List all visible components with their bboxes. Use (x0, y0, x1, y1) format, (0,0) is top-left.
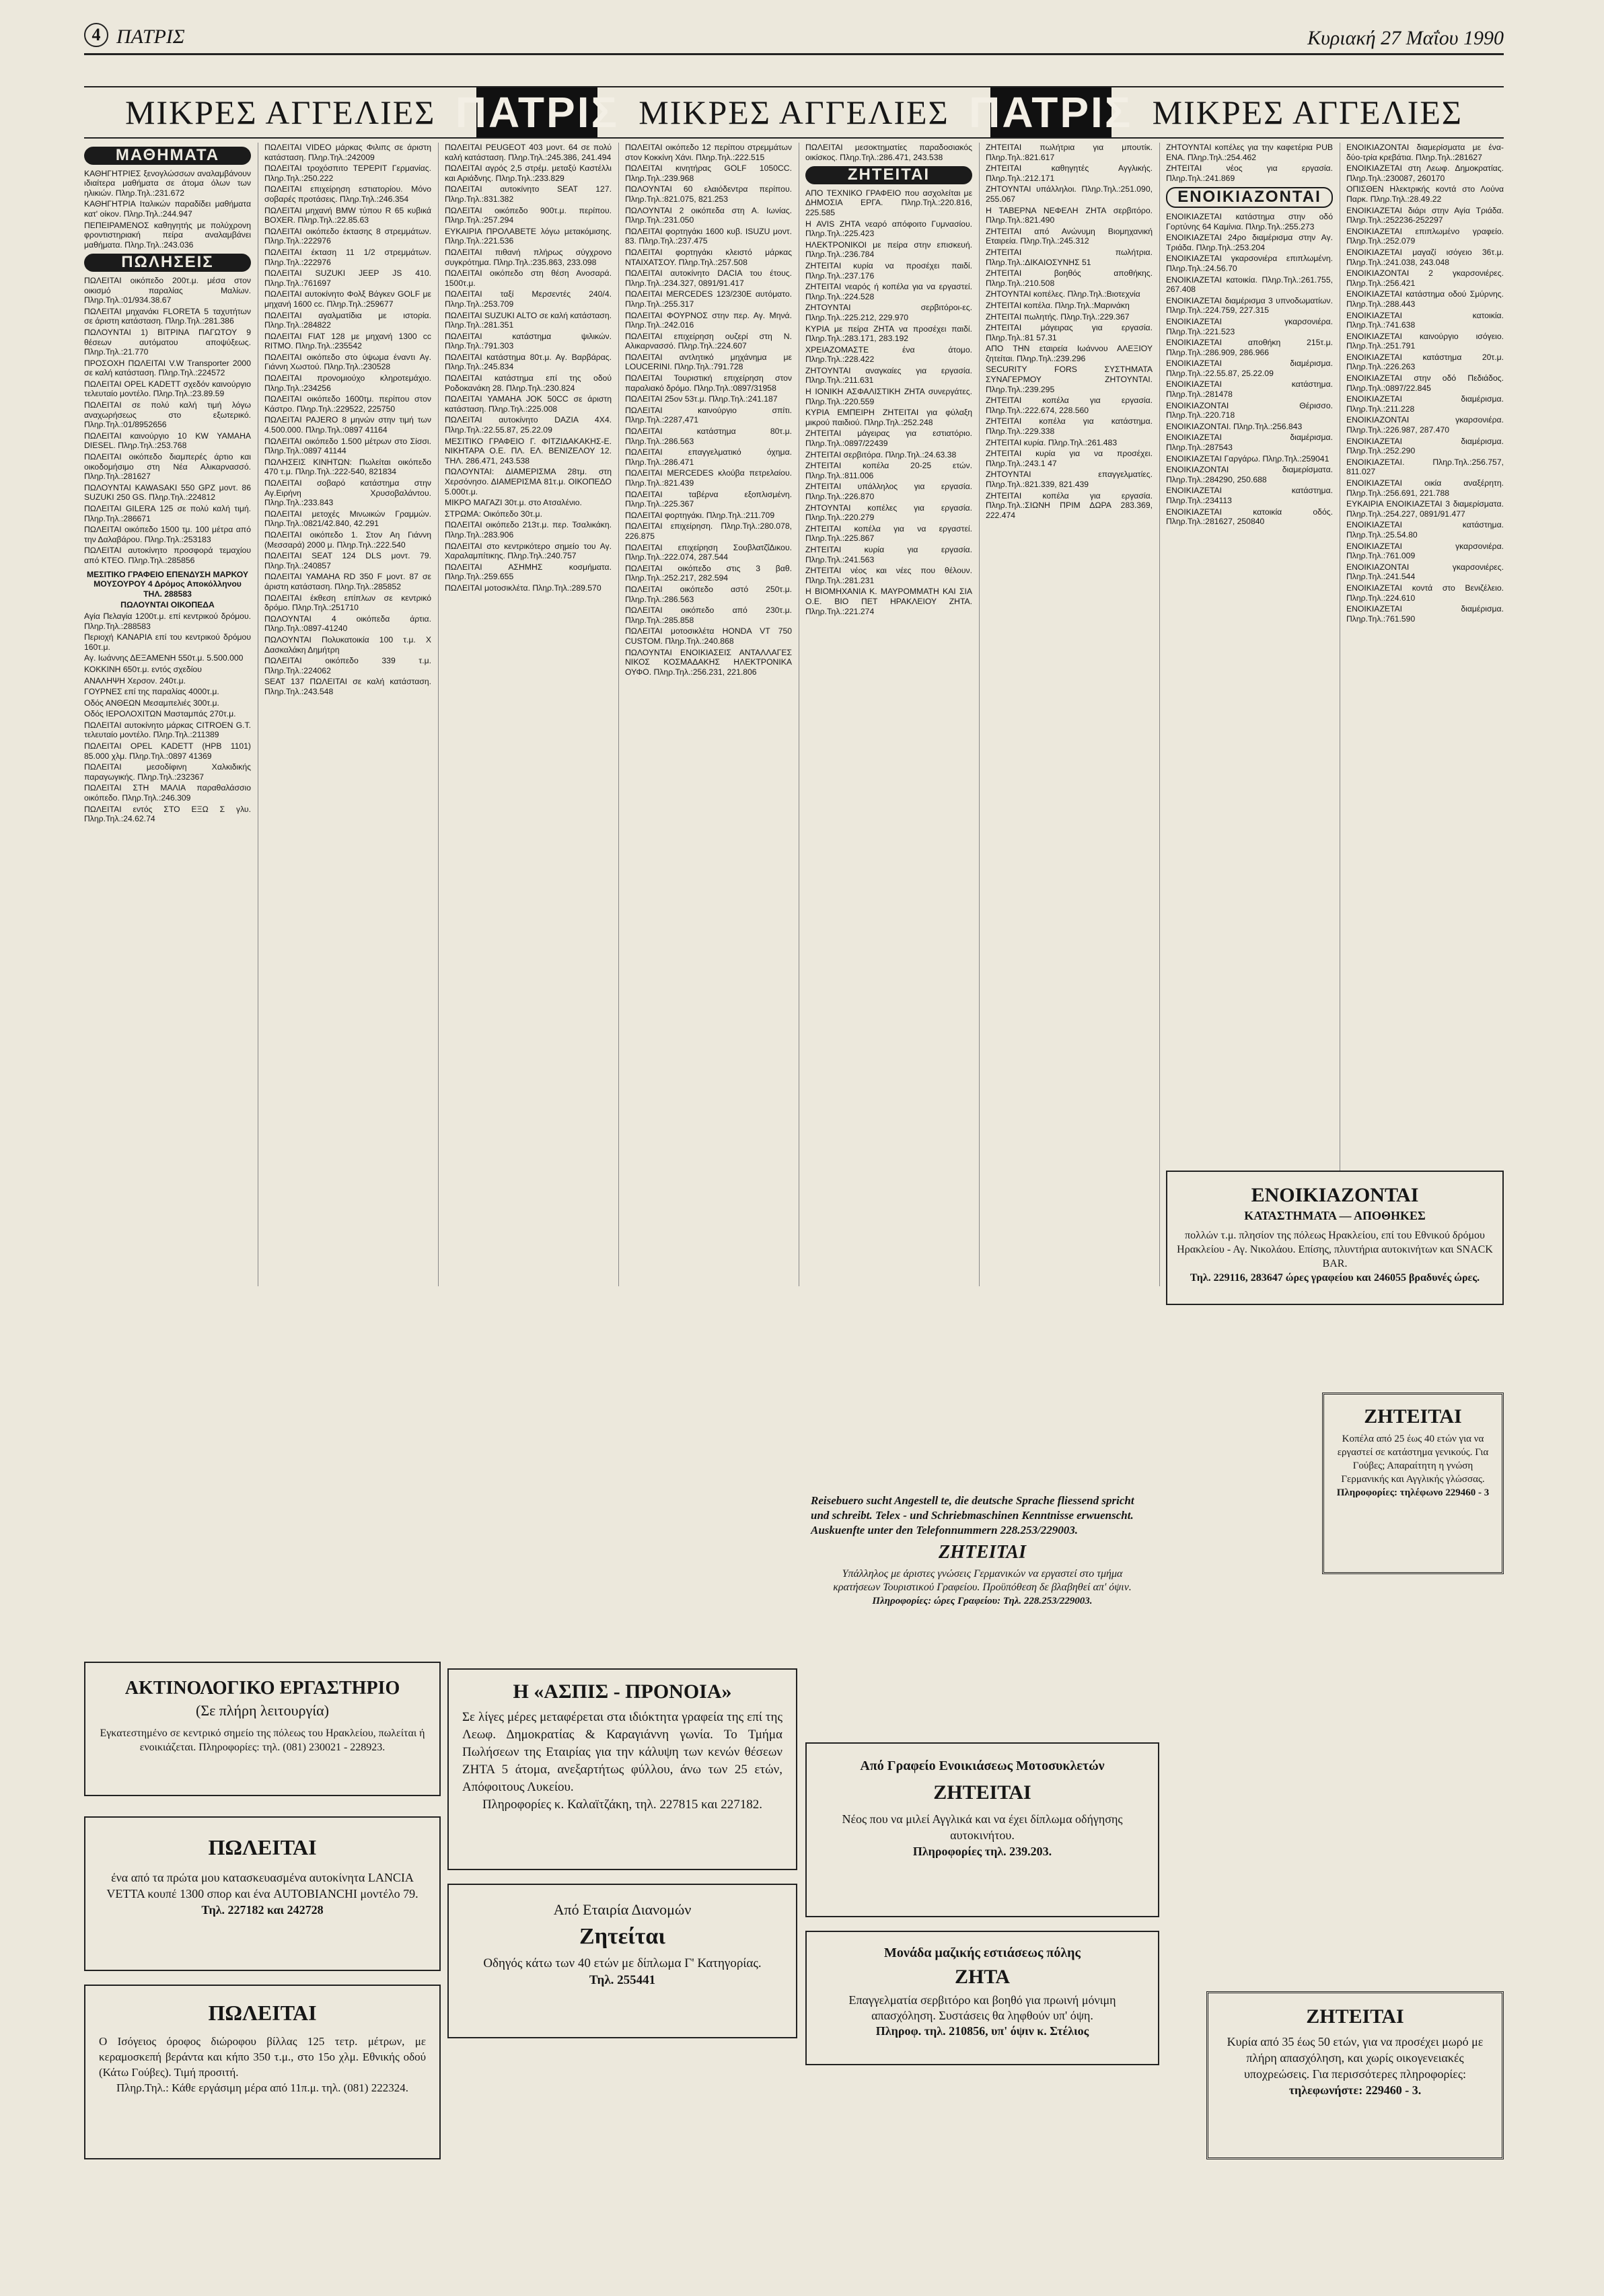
ad-body: Ο Ισόγειος όροφος διώροφου βίλλας 125 τετρ. μέτρων, με κεραμοσκεπή βεράντα και κήπο 350 τ.μ., στο 15ο χλμ. Εθνικής οδού (Κάτω Γούβες). Τιμή προσιτή. (99, 2035, 426, 2079)
classified-ad: Η ΒΙΟΜΗΧΑΝΙΑ Κ. ΜΑΥΡΟΜΜΑΤΗ ΚΑΙ ΣΙΑ Ο.Ε. ΒΙΟ ΠΕΤ ΗΡΑΚΛΕΙΟΥ ΖΗΤΑ. Πληρ.Τηλ.:221.274 (805, 587, 972, 616)
classified-ad: ΕΝΟΙΚΙΑΖΕΤΑΙ κατάστημα. Πληρ.Τηλ.:234113 (1166, 486, 1333, 505)
page-number: 4 (84, 23, 108, 47)
classified-ad: Οδός ΑΝΘΕΩΝ Μεσαμπελιές 300τ.μ. (84, 698, 219, 708)
classified-ad: ΠΩΛΕΙΤΑΙ έκθεση επίπλων σε κεντρικό δρόμο. Πληρ.Τηλ.:251710 (264, 593, 431, 613)
masthead (84, 26, 1504, 55)
classified-ad: ΕΝΟΙΚΙΑΖΕΤΑΙ κατοικία. Πληρ.Τηλ.:261.755, 267.408 (1166, 274, 1333, 295)
classified-ad: ΠΩΛΕΙΤΑΙ επιχείρηση ΣουβλατζΐΔικου. Πληρ.Τηλ.:222.074, 287.544 (625, 542, 792, 562)
classified-ad: ΖΗΤΕΙΤΑΙ μάγειρας για εστιατόριο. Πληρ.Τηλ.:0897/22439 (805, 429, 972, 449)
classified-ad: ΖΗΤΕΙΤΑΙ κοπέλα για να εργαστεί. Πληρ.Τηλ.:225.867 (805, 523, 972, 544)
classified-ad: ΠΩΛΕΙΤΑΙ ΣΤΗ ΜΑΛΙΑ παραθαλάσσιο οικόπεδο. Πληρ.Τηλ.:246.309 (84, 783, 251, 803)
classified-ad: ΕΝΟΙΚΙΑΖΕΤΑΙ κατάστημα οδού Σμύρνης. Πληρ.Τηλ.:288.443 (1346, 289, 1504, 309)
column-sales-3 (445, 143, 612, 595)
classified-ad: ΠΩΛΕΙΤΑΙ FIAT 128 με μηχανή 1300 cc RITMO. Πληρ.Τηλ.:235542 (264, 331, 431, 351)
ad-moto-rental (805, 1742, 1159, 1917)
classified-ad: ΕΝΟΙΚΙΑΖΕΤΑΙ κατοικία. Πληρ.Τηλ.:741.638 (1346, 310, 1504, 330)
classified-ad: ΕΝΟΙΚΙΑΖΕΤΑΙ στην οδό Πεδιάδος. Πληρ.Τηλ.:0897/22.845 (1346, 373, 1504, 393)
classified-ad: ΠΩΛΕΙΤΑΙ φορτηγάκι. Πληρ.Τηλ.:211.709 (625, 510, 775, 520)
ad-body: Κυρία από 35 έως 50 ετών, για να προσέχει μωρό με πλήρη απασχόληση, και χωρίς οικογενειακές υποχρεώσεις. Για περισσότερες πληροφορίες: (1227, 2035, 1484, 2081)
classified-ad: ΠΩΛΕΙΤΑΙ οικόπεδο 1500 τμ. 100 μέτρα από την Δαλαβάρου. Πληρ.Τηλ.:253183 (84, 525, 251, 544)
ad-body: Οδηγός κάτω των 40 ετών με δίπλωμα Γ' Κατηγορίας. (483, 1956, 762, 1970)
ad-body: ένα από τα πρώτα μου κατασκευασμένα αυτοκίνητα LANCIA VETTA κουπέ 1300 σπορ και ένα AUTOBIANCHI μοντέλο 79. (106, 1871, 418, 1900)
classified-ad: ΠΩΛΟΥΝΤΑΙ ΕΝΟΙΚΙΑΣΕΙΣ ΑΝΤΑΛΛΑΓΕΣ ΝΙΚΟΣ ΚΟΣΜΑΔΑΚΗΣ ΗΛΕΚΤΡΟΝΙΚΑ ΟΥΦΟ. Πληρ.Τηλ.:256.231, 221.806 (625, 647, 792, 677)
classified-ad: ΠΩΛΕΙΤΑΙ MERCEDES 123/230E αυτόματο. Πληρ.Τηλ.:255.317 (625, 289, 792, 309)
classified-ad: ΠΩΛΕΙΤΑΙ επιχείρηση. Πληρ.Τηλ.:280.078, 226.875 (625, 521, 792, 541)
classified-ad: ΑΠΟ ΤΕΧΝΙΚΟ ΓΡΑΦΕΙΟ που ασχολείται με ΔΗΜΟΣΙΑ ΕΡΓΑ. Πληρ.Τηλ.:220.816, 225.585 (805, 188, 972, 217)
classified-ad: ΕΝΟΙΚΙΑΖΟΝΤΑΙ γκαρσονιέρες. Πληρ.Τηλ.:241.544 (1346, 562, 1504, 582)
classified-ad: ΑΠΟ ΤΗΝ εταιρεία Ιωάννου ΑΛΕΞΙΟΥ ζητείται. Πληρ.Τηλ.:239.296 (986, 344, 1153, 363)
ad-phone: Πληροφ. τηλ. 210856, υπ' όψιν κ. Στέλιος (875, 2024, 1089, 2038)
classified-ad: ΠΩΛΕΙΤΑΙ Τουριστική επιχείρηση στον παραλιακό δρόμο. Πληρ.Τηλ.:0897/31958 (625, 373, 792, 393)
classified-ad: ΠΩΛΕΙΤΑΙ OPEL KADETT σχεδόν καινούργιο τελευταίο μοντέλο. Πληρ.Τηλ.:23.89.59 (84, 379, 251, 399)
ad-subtitle: (Σε πλήρη λειτουργία) (196, 1702, 329, 1719)
ad-apartment-sale (84, 1985, 441, 2159)
classified-ad: ΕΝΟΙΚΙΑΖΟΝΤΑΙ διαμερίσματα. Πληρ.Τηλ.:284290, 250.688 (1166, 465, 1333, 484)
ad-title: Από Γραφείο Ενοικιάσεως Μοτοσυκλετών (860, 1758, 1105, 1773)
classified-ad: Η ΤΑΒΕΡΝΑ ΝΕΦΕΛΗ ΖΗΤΑ σερβιτόρο. Πληρ.Τηλ.:821.490 (986, 205, 1153, 225)
classified-ad: ΠΩΛΕΙΤΑΙ PAJERO 8 μηνών στην τιμή των 4.500.000. Πληρ.Τηλ.:0897 41164 (264, 415, 431, 435)
classified-ad: ΠΩΛΕΙΤΑΙ MERCEDES κλούβα πετρελαίου. Πληρ.Τηλ.:821.439 (625, 468, 792, 488)
classified-ad: ΖΗΤΕΙΤΑΙ πωλητής. Πληρ.Τηλ.:229.367 (986, 311, 1130, 322)
ad-title: Η «ΑΣΠΙΣ - ΠΡΟΝΟΙΑ» (513, 1680, 732, 1703)
ad-phone: τηλεφωνήστε: 229460 - 3. (1288, 2083, 1422, 2097)
classified-ad: ΠΩΛΕΙΤΑΙ εντός ΣΤΟ ΕΞΩ Σ γλυ. Πληρ.Τηλ.:24.62.74 (84, 804, 251, 824)
ad-title: ΠΩΛΕΙΤΑΙ (208, 2001, 317, 2025)
classified-ad: ΖΗΤΕΙΤΑΙ πωλήτρια για μπουτίκ. Πληρ.Τηλ.:821.617 (986, 143, 1153, 162)
classified-ad: ΚΥΡΙΑ ΕΜΠΕΙΡΗ ΖΗΤΕΙΤΑΙ για φύλαξη μικρού παιδιού. Πληρ.Τηλ.:252.248 (805, 408, 972, 427)
classified-ad: ΠΩΛΕΙΤΑΙ σοβαρό κατάστημα στην Αγ.Ειρήνη Χρυσοβαλάντου. Πληρ.Τηλ.:233.843 (264, 478, 431, 508)
classified-ad: ΖΗΤΕΙΤΑΙ κοπέλα για κατάστημα. Πληρ.Τηλ.:229.338 (986, 416, 1153, 437)
ad-distribution-driver (447, 1884, 797, 2038)
classified-ad: ΕΝΟΙΚΙΑΖΕΤΑΙ αποθήκη 215τ.μ. Πληρ.Τηλ.:286.909, 286.966 (1166, 338, 1333, 357)
classified-ad: ΖΗΤΕΙΤΑΙ κυρία. Πληρ.Τηλ.:261.483 (986, 437, 1118, 447)
classified-ad: ΠΩΛΕΙΤΑΙ SUZUKI ALTO σε καλή κατάσταση. Πληρ.Τηλ.:281.351 (445, 310, 612, 330)
ad-title: Από Εταιρία Διανομών (553, 1901, 692, 1918)
ad-heading: Ζητείται (579, 1924, 665, 1949)
classified-ad: ΠΕΠΕΙΡΑΜΕΝΟΣ καθηγητής με πολύχρονη φροντιστηριακή πείρα αναλαμβάνει μαθήματα. Πληρ.Τηλ.:243.036 (84, 220, 251, 250)
classified-ad: ΠΩΛΕΙΤΑΙ αντλητικό μηχάνημα με LOUCERINI. Πληρ.Τηλ.:791.728 (625, 352, 792, 372)
classified-ad: ΠΩΛΕΙΤΑΙ αυτοκίνητο SEAT 127. Πληρ.Τηλ.:831.382 (445, 184, 612, 204)
classified-ad: ΠΩΛΕΙΤΑΙ πιθανή πλήρως σύγχρονο συγκρότημα. Πληρ.Τηλ.:235.863, 233.098 (445, 247, 612, 267)
classified-ad: ΖΗΤΕΙΤΑΙ κυρία να προσέχει παιδί. Πληρ.Τηλ.:237.176 (805, 260, 972, 281)
office-title: ΜΕΣΙΤΙΚΟ ΓΡΑΦΕΙΟ ΕΠΕΝΔΥΣΗ ΜΑΡΚΟΥ ΜΟΥΣΟΥΡΟΥ 4 Δρόμος Αποκόλληνου ΤΗΛ. 288583 (86, 569, 249, 599)
ad-rent-shops (1166, 1171, 1504, 1305)
classified-ad: ΠΩΛΕΙΤΑΙ οικόπεδο από 230τ.μ. Πληρ.Τηλ.:285.858 (625, 605, 792, 625)
classified-ad: ΕΝΟΙΚΙΑΖΕΤΑΙ κατάστημα. Πληρ.Τηλ.:25.54.80 (1346, 520, 1504, 540)
classified-ad: ΕΝΟΙΚΙΑΖΕΤΑΙ κατάστημα 20τ.μ. Πληρ.Τηλ.:226.263 (1346, 352, 1504, 372)
classified-ad: ΖΗΤΕΙΤΑΙ νέος και νέες που θέλουν. Πληρ.Τηλ.:281.231 (805, 566, 972, 585)
classified-ad: ΠΩΛΕΙΤΑΙ αγαλματίδια με ιστορία. Πληρ.Τηλ.:284822 (264, 310, 431, 330)
ad-restaurant-waiter (805, 1931, 1159, 2065)
classified-ad: ΠΩΛΕΙΤΑΙ οικόπεδο στις 3 βαθ. Πληρ.Τηλ.:252.217, 282.594 (625, 563, 792, 583)
column-sales-2 (264, 143, 431, 698)
ad-phone: Πληρ.Τηλ.: Κάθε εργάσιμη μέρα από 11π.μ. τηλ. (081) 222324. (116, 2081, 408, 2094)
classified-ad: ΠΩΛΕΙΤΑΙ οικόπεδο στη θέση Ανοσαρά. 1500τ.μ. (445, 268, 612, 288)
classified-ad: ΠΩΛΕΙΤΑΙ οικόπεδο 12 περίπου στρεμμάτων στον Κοκκίνη Χάνι. Πληρ.Τηλ.:222.515 (625, 143, 792, 162)
classified-ad: ΕΝΟΙΚΙΑΖΕΤΑΙ κοντά στο Βενιζέλειο. Πληρ.Τηλ.:224.610 (1346, 583, 1504, 603)
classified-ad: ΠΩΛΕΙΤΑΙ κατάστημα 80τ.μ. Αγ. Βαρβάρας. Πληρ.Τηλ.:245.834 (445, 352, 612, 372)
classified-ad: ΠΩΛΕΙΤΑΙ VIDEO μάρκας Φιλιπς σε άριστη κατάσταση. Πληρ.Τηλ.:242009 (264, 143, 431, 162)
classified-ad: ΠΩΛΗΣΕΙΣ ΚΙΝΗΤΩΝ: Πωλείται οικόπεδο 470 τ.μ. Πληρ.Τηλ.:222-540, 821834 (264, 457, 431, 477)
column-sales-4 (625, 143, 792, 678)
classified-ad: ΠΩΛΟΥΝΤΑΙ 1) ΒΙΤΡΙΝΑ ΠΑΓΩΤΟΥ 9 θέσεων αυτόματου αποψύξεως. Πληρ.Τηλ.:21.770 (84, 327, 251, 357)
classified-ad: ΑΝΑΛΗΨΗ Χερσον. 240τ.μ. (84, 675, 186, 686)
classified-ad: ΠΩΛΕΙΤΑΙ επιχείρηση ουζερί στη Ν. Αλικαρνασσό. Πληρ.Τηλ.:224.607 (625, 331, 792, 351)
classified-ad: ΠΩΛΕΙΤΑΙ έκταση 11 1/2 στρεμμάτων. Πληρ.Τηλ.:222976 (264, 247, 431, 267)
classified-ad: ΠΩΛΕΙΤΑΙ αυτοκίνητο προσφορά τεμαχίου από ΚΤΕΟ. Πληρ.Τηλ.:285856 (84, 546, 251, 565)
classified-ad: ΠΩΛΕΙΤΑΙ κινητήρας GOLF 1050CC. Πληρ.Τηλ.:239.968 (625, 163, 792, 183)
classified-ad: ΠΩΛΕΙΤΑΙ καινούργιο σπίτι. Πληρ.Τηλ.:2287,471 (625, 405, 792, 425)
classified-ad: ΚΑΘΗΓΗΤΡΙΑ Ιταλικών παραδίδει μαθήματα κατ' οίκον. Πληρ.Τηλ.:244.947 (84, 199, 251, 219)
ad-title: ΕΝΟΙΚΙΑΖΟΝΤΑΙ (1251, 1184, 1419, 1206)
classified-ad: ΕΥΚΑΙΡΙΑ ΠΡΟΛΑΒΕΤΕ λόγω μετακόμισης. Πληρ.Τηλ.:221.536 (445, 226, 612, 246)
classified-ad: ΖΗΤΕΙΤΑΙ νεαρός ή κοπέλα για να εργαστεί. Πληρ.Τηλ.:224.528 (805, 282, 972, 301)
ad-title: ΖΗΤΕΙΤΑΙ (1306, 2005, 1404, 2028)
classified-ad: ΕΝΟΙΚΙΑΖΕΤΑΙ διαμέρισμα. Πληρ.Τηλ.:211.228 (1346, 394, 1504, 414)
ad-aspis-pronoia (447, 1668, 797, 1870)
classified-ad: ΖΗΤΟΥΝΤΑΙ αναγκαίες για εργασία. Πληρ.Τηλ.:211.631 (805, 365, 972, 385)
classified-ad: ΖΗΤΕΙΤΑΙ κυρία για να προσέχει. Πληρ.Τηλ.:243.1 47 (986, 449, 1153, 468)
classified-ad: ΠΩΛΕΙΤΑΙ οικόπεδο 1.500 μέτρων στο Σίσσι. Πληρ.Τηλ.:0897 41144 (264, 436, 431, 456)
classified-ad: ΕΝΟΙΚΙΑΖΕΤΑΙ μαγαζί ισόγειο 36τ.μ. Πληρ.Τηλ.:241.038, 243.048 (1346, 247, 1504, 267)
classified-ad: ΕΝΟΙΚΙΑΖΟΝΤΑΙ. Πληρ.Τηλ.:256.843 (1166, 421, 1303, 431)
ad-wanted-girl (1322, 1393, 1504, 1574)
classified-ad: ΠΩΛΕΙΤΑΙ μηχανή BMW τύπου R 65 κυβικά BOXER. Πληρ.Τηλ.:22.85.63 (264, 205, 431, 225)
classified-ad: ΠΩΛΕΙΤΑΙ φορτηγάκι 1600 κυβ. ISUZU μοντ. 83. Πληρ.Τηλ.:237.475 (625, 226, 792, 246)
classified-ad: ΕΝΟΙΚΙΑΖΟΝΤΑΙ γκαρσονιέρα. Πληρ.Τηλ.:226.987, 287.470 (1346, 415, 1504, 435)
classified-ad: ΓΟΥΡΝΕΣ επί της παραλίας 4000τ.μ. (84, 687, 219, 697)
banner-title: ΜΙΚΡΕΣ ΑΓΓΕΛΙΕΣ (1152, 94, 1463, 131)
ad-title: ΠΩΛΕΙΤΑΙ (208, 1835, 317, 1859)
classified-ad: ΕΝΟΙΚΙΑΖΕΤΑΙ γκαρσονιέρα. Πληρ.Τηλ.:221.523 (1166, 316, 1333, 336)
classified-ad: ΜΙΚΡΟ ΜΑΓΑΖΙ 30τ.μ. στο Ατσαλένιο. (445, 498, 582, 508)
classified-ad: ΕΝΟΙΚΙΑΖΟΝΤΑΙ 2 γκαρσονιέρες. Πληρ.Τηλ.:256.421 (1346, 268, 1504, 288)
classified-ad: Αγία Πελαγία 1200τ.μ. επί κεντρικού δρόμου. Πληρ.Τηλ.:288583 (84, 611, 251, 631)
classified-ad: Οδός ΙΕΡΟΛΟΧΙΤΩΝ Μασταμπάς 270τ.μ. (84, 709, 236, 719)
classified-ad: ΖΗΤΟΥΝΤΑΙ κοπέλες για εργασία. Πληρ.Τηλ.:220.279 (805, 503, 972, 523)
classified-ad: ΠΩΛΕΙΤΑΙ οικόπεδο 1600τμ. περίπου στον Κάστρο. Πληρ.Τηλ.:229522, 225750 (264, 394, 431, 414)
classified-ad: ΚΟΚΚΙΝΗ 650τ.μ. εντός σχεδίου (84, 664, 202, 674)
classified-ad: ΠΩΛΕΙΤΑΙ OPEL KADETT (HPB 1101) 85.000 χλμ. Πληρ.Τηλ.:0897 41369 (84, 741, 251, 761)
classified-ad: ΖΗΤΟΥΝΤΑΙ υπάλληλοι. Πληρ.Τηλ.:251.090, 255.067 (986, 184, 1153, 204)
classified-ad: ΠΩΛΕΙΤΑΙ επαγγελματικό όχημα. Πληρ.Τηλ.:286.471 (625, 447, 792, 467)
classified-ad: ΕΝΟΙΚΙΑΖΕΤΑΙ Γαργάρω. Πληρ.Τηλ.:259041 (1166, 453, 1329, 464)
classified-ad: ΠΩΛΕΙΤΑΙ προνομιούχο κληροτεμάχιο. Πληρ.Τηλ.:234256 (264, 373, 431, 393)
classified-ad: ΕΝΟΙΚΙΑΖΕΤΑΙ διάρι στην Αγία Τριάδα. Πληρ.Τηλ.:252236-252297 (1346, 205, 1504, 225)
classified-ad: ΠΩΛΕΙΤΑΙ οικόπεδο 900τ.μ. περίπου. Πληρ.Τηλ.:257.294 (445, 205, 612, 225)
classified-ad: ΠΩΛΕΙΤΑΙ στο κεντρικότερο σημείο του Αγ. Χαραλαμπίτικης. Πληρ.Τηλ.:240.757 (445, 541, 612, 561)
classified-ad: ΠΩΛΕΙΤΑΙ κατάστημα 80τ.μ. Πληρ.Τηλ.:286.563 (625, 427, 792, 446)
office-subtitle: ΠΩΛΟΥΝΤΑΙ ΟΙΚΟΠΕΔΑ (120, 600, 215, 610)
classified-ad: ΠΩΛΕΙΤΑΙ οικόπεδο 1. Στον Αη Γιάννη (Μεσσαρά) 2000 μ. Πληρ.Τηλ.:222.540 (264, 529, 431, 550)
ad-phone: Πληροφορίες: ώρες Γραφείου: Τηλ. 228.253/229003. (872, 1596, 1093, 1606)
classified-ad: ΖΗΤΕΙΤΑΙ πωλήτρια. Πληρ.Τηλ.:ΔΙΚΑΙΟΣΥΝΗΣ 51 (986, 247, 1153, 267)
classified-ad: ΕΝΟΙΚΙΑΖΕΤΑΙ στη Λεωφ. Δημοκρατίας. Πληρ.Τηλ.:230087, 260170 (1346, 163, 1504, 183)
classified-ad: ΕΝΟΙΚΙΑΖΕΤΑΙ κατοικία οδός. Πληρ.Τηλ.:281627, 250840 (1166, 507, 1333, 527)
classified-ad: ΕΝΟΙΚΙΑΖΕΤΑΙ οικία αναξέρητη. Πληρ.Τηλ.:256.691, 221.788 (1346, 478, 1504, 498)
classified-ad: ΚΑΘΗΓΗΤΡΙΕΣ ξενογλώσσων αναλαμβάνουν ιδιαίτερα μαθήματα σε άτομα όλων των ηλικιών. Πληρ.Τηλ.:231.672 (84, 168, 251, 198)
classified-ad: ΕΥΚΑΙΡΙΑ ΕΝΟΙΚΙΑΖΕΤΑΙ 3 διαμερίσματα. Πληρ.Τηλ.:254.227, 0891/91.477 (1346, 499, 1504, 519)
classified-ad: ΠΡΟΣΟΧΗ ΠΩΛΕΙΤΑΙ V.W Transporter 2000 σε καλή κατάσταση. Πληρ.Τηλ.:224572 (84, 358, 251, 378)
classified-ad: ΕΝΟΙΚΙΑΖΕΤΑΙ κατάστημα. Πληρ.Τηλ.:281478 (1166, 379, 1333, 400)
ad-body: Νέος που να μιλεί Αγγλικά και να έχει δίπλωμα οδήγησης αυτοκινήτου. (842, 1812, 1123, 1842)
classified-ad: ΠΩΛΕΙΤΑΙ οικόπεδο 200τ.μ. μέσα στον οικισμό παραλίας Μαλίων. Πληρ.Τηλ.:01/934.38.67 (84, 275, 251, 305)
ad-body: Εγκατεστημένο σε κεντρικό σημείο της πόλεως του Ηρακλείου, πωλείται ή ενοικιάζεται. Πληροφορίες: τηλ. (081) 230021 - 228923. (100, 1728, 425, 1753)
section-heading: ΜΑΘΗΜΑΤΑ (84, 147, 251, 165)
paper-name: ΠΑΤΡΙΣ (116, 26, 185, 48)
ad-lancia-sale (84, 1816, 441, 1971)
classified-ad: ΠΩΛΕΙΤΑΙ μεσοδίφινη Χαλκιδικής παραγωγικής. Πληρ.Τηλ.:232367 (84, 762, 251, 782)
classified-ad: ΠΩΛΕΙΤΑΙ οικόπεδο 339 τ.μ. Πληρ.Τηλ.:224062 (264, 656, 431, 675)
classified-ad: ΖΗΤΕΙΤΑΙ από Ανώνυμη Βιομηχανική Εταιρεία. Πληρ.Τηλ.:245.312 (986, 226, 1153, 246)
column-lessons-sales (84, 143, 251, 825)
ad-german-speaker (805, 1493, 1159, 1648)
classified-ad: ΠΩΛΕΙΤΑΙ SUZUKI JEEP JS 410. Πληρ.Τηλ.:761697 (264, 268, 431, 288)
classified-ad: ΠΩΛΕΙΤΑΙ επιχείρηση εστιατορίου. Μόνο σοβαρές προτάσεις. Πληρ.Τηλ.:246.354 (264, 184, 431, 204)
classified-ad: ΠΩΛΕΙΤΑΙ οικόπεδο 213τ.μ. περ. Τσαλικάκη. Πληρ.Τηλ.:283.906 (445, 520, 612, 540)
ad-radiology-lab (84, 1662, 441, 1796)
classified-ad: ΧΡΕΙΑΖΟΜΑΣΤΕ ένα άτομο. Πληρ.Τηλ.:228.422 (805, 344, 972, 365)
classified-ad: ΠΩΛΟΥΝΤΑΙ: ΔΙΑΜΕΡΙΣΜΑ 28τμ. στη Χερσόνησο. ΔΙΑΜΕΡΙΣΜΑ 81τ.μ. ΟΙΚΟΠΕΔΟ 5.000τ.μ. (445, 467, 612, 496)
classified-ad: ΖΗΤΕΙΤΑΙ κοπέλα 20-25 ετών. Πληρ.Τηλ.:811.006 (805, 461, 972, 480)
classified-ad: ΖΗΤΕΙΤΑΙ σερβιτόρα. Πληρ.Τηλ.:24.63.38 (805, 449, 957, 459)
classified-ad: ΠΩΛΕΙΤΑΙ οικόπεδο διαμπερές άρτιο και οικοδομήσιμο στη Νέα Αλικαρνασσό. Πληρ.Τηλ.:281627 (84, 452, 251, 482)
classified-ad: ΟΠΙΣΘΕΝ Ηλεκτρικής κοντά στο Λούνα Παρκ. Πληρ.Τηλ.:28.49.22 (1346, 184, 1504, 204)
classified-ad: SECURITY FORS ΣΥΣΤΗΜΑΤΑ ΣΥΝΑΓΕΡΜΟΥ ΖΗΤΟΥΝΤΑΙ. Πληρ.Τηλ.:239.295 (986, 365, 1153, 394)
classified-ad: ΠΩΛΕΙΤΑΙ σε πολύ καλή τιμή λόγω αναχωρήσεως στο εξωτερικό. Πληρ.Τηλ.:01/8952656 (84, 400, 251, 430)
classified-ad: ΕΝΟΙΚΙΑΖΕΤΑΙ διαμέρισμα. Πληρ.Τηλ.:287543 (1166, 433, 1333, 453)
classified-ad: ΠΩΛΕΙΤΑΙ 25ον 53τ.μ. Πληρ.Τηλ.:241.187 (625, 394, 778, 404)
section-heading: ΕΝΟΙΚΙΑΖΟΝΤΑΙ (1166, 187, 1333, 208)
ad-phone: Τηλ. 227182 και 242728 (201, 1903, 324, 1917)
classified-ad: Η AVIS ΖΗΤΑ νεαρό απόφοιτο Γυμνασίου. Πληρ.Τηλ.:225.423 (805, 219, 972, 239)
classified-ad: ΠΩΛΕΙΤΑΙ φορτηγάκι κλειστό μάρκας ΝΤΑΙΧΑΤΣΟΥ. Πληρ.Τηλ.:257.508 (625, 247, 792, 267)
classified-ad: ΠΩΛΕΙΤΑΙ αγρός 2,5 στρέμ. μεταξύ Καστέλλι και Αριάδνης. Πληρ.Τηλ.:233.829 (445, 163, 612, 183)
classified-ad: ΚΥΡΙΑ με πείρα ΖΗΤΑ να προσέχει παιδί. Πληρ.Τηλ.:283.171, 283.192 (805, 324, 972, 344)
classified-ad: ΕΝΟΙΚΙΑΖΕΤΑΙ διαμέρισμα. Πληρ.Τηλ.:761.590 (1346, 604, 1504, 624)
classified-ad: ΠΩΛΕΙΤΑΙ κατάστημα επί της οδού Ροδοκανάκη 28. Πληρ.Τηλ.:230.824 (445, 373, 612, 393)
classified-ad: ΠΩΛΕΙΤΑΙ μηχανάκι FLORETA 5 ταχυτήτων σε άριστη κατάσταση. Πληρ.Τηλ.:281.386 (84, 306, 251, 326)
banner-title: ΜΙΚΡΕΣ ΑΓΓΕΛΙΕΣ (124, 94, 436, 131)
ad-body: Κοπέλα από 25 έως 40 ετών για να εργαστεί σε κατάστημα γενικούς. Για Γούβες; Απαραίτητη η γνώση Γερμανικής και Αγγλικής γλώσσας. (1337, 1434, 1489, 1485)
ad-nanny-wanted (1206, 1991, 1504, 2159)
classified-ad: ΠΩΛΕΙΤΑΙ αυτοκίνητο DACIA του έτους. Πληρ.Τηλ.:234.327, 0891/91.417 (625, 268, 792, 288)
classified-ad: ΖΗΤΕΙΤΑΙ νέος για εργασία. Πληρ.Τηλ.:241.869 (1166, 163, 1333, 183)
column-rentals-2 (1346, 143, 1504, 625)
ad-body: Επαγγελματία σερβιτόρο και βοηθό για πρωινή μόνιμη απασχόληση. Συστάσεις θα ληφθούν υπ' όψη. (848, 1993, 1116, 2022)
ad-body: Σε λίγες μέρες μεταφέρεται στα ιδιόκτητα γραφεία της επί της Λεωφ. Δημοκρατίας & Καραγιάννη γωνία. Το Τμήμα Πωλήσεων της Εταιρίας για την κάλυψη των κενών θέσεων ΖΗΤΑ 5 άτομα, ανεξαρτήτως φύλλου, άνω των 25 ετών, Απόφοιτους Λυκείου. (462, 1710, 782, 1794)
classified-ad: ΕΝΟΙΚΙΑΖΕΤΑΙ διαμέρισμα. Πληρ.Τηλ.:22.55.87, 25.22.09 (1166, 359, 1333, 378)
ad-phone: Πληροφορίες κ. Καλαϊτζάκη, τηλ. 227815 και 227182. (482, 1798, 763, 1812)
classified-ad: ΖΗΤΕΙΤΑΙ κοπέλα. Πληρ.Τηλ.:Μαρινάκη (986, 300, 1130, 310)
classified-ad: ΖΗΤΟΥΝΤΑΙ κοπέλες για την καφετέρια PUB ENA. Πληρ.Τηλ.:254.462 (1166, 143, 1333, 162)
ad-phone: Τηλ. 229116, 283647 ώρες γραφείου και 246055 βραδυνές ώρες. (1190, 1272, 1480, 1284)
classified-ad: ΠΩΛΟΥΝΤΑΙ 60 ελαιόδεντρα περίπου. Πληρ.Τηλ.:821.075, 821.253 (625, 184, 792, 204)
classified-ad: ΠΩΛΕΙΤΑΙ SEAT 124 DLS μοντ. 79. Πληρ.Τηλ.:240857 (264, 551, 431, 570)
classified-ad: ΕΝΟΙΚΙΑΖΕΤΑΙ διαμέρισμα. Πληρ.Τηλ.:252.290 (1346, 436, 1504, 456)
issue-date: Κυριακή 27 Μαΐου 1990 (1307, 27, 1504, 49)
section-banner (84, 86, 1504, 139)
classified-ad: ΠΩΛΕΙΤΑΙ αυτοκίνητο μάρκας CITROEN G.T. τελευταίο μοντέλο. Πληρ.Τηλ.:211389 (84, 720, 251, 740)
classified-ad: ΠΩΛΟΥΝΤΑΙ Πολυκατοικία 100 τ.μ. Χ Δασκαλάκη Δημήτρη (264, 634, 431, 655)
classified-ad: ΠΩΛΕΙΤΑΙ αυτοκίνητο Φολξ Βάγκεν GOLF με μηχανή 1600 cc. Πληρ.Τηλ.:259677 (264, 289, 431, 309)
classified-ad: ΠΩΛΕΙΤΑΙ αυτοκίνητο DAZIA 4X4. Πληρ.Τηλ.:22.55.87, 25.22.09 (445, 415, 612, 435)
classified-ad: ΖΗΤΕΙΤΑΙ κοπέλα για εργασία. Πληρ.Τηλ.:222.674, 228.560 (986, 396, 1153, 415)
classified-ad: Αγ. Ιωάννης ΔΕΞΑΜΕΝΗ 550τ.μ. 5.500.000 (84, 653, 244, 663)
classified-ad: Η ΙΟΝΙΚΗ ΑΣΦΑΛΙΣΤΙΚΗ ΖΗΤΑ συνεργάτες. Πληρ.Τηλ.:220.559 (805, 387, 972, 406)
ad-heading: ΖΗΤΕΙΤΑΙ (933, 1781, 1031, 1804)
ad-body: πολλών τ.μ. πλησίον της πόλεως Ηρακλείου, επί του Εθνικού δρόμου Ηρακλείου - Αγ. Νικολάου. Επίσης, πλυντήρια αυτοκινήτων και SNACK BAR. (1177, 1230, 1493, 1269)
ad-german-text: Reisebuero sucht Angestell te, die deutsche Sprache fliessend spricht und schreibt. Telex - und Schriebmaschinen Kenntnisse erwuenscht. Auskuenfte unter den Telefonnummern 228.253/229003. (811, 1494, 1134, 1536)
ad-phone: Τηλ. 255441 (589, 1973, 656, 1987)
classified-ad: ΠΩΛΕΙΤΑΙ τροχόσπιτο TEPEPIT Γερμανίας. Πληρ.Τηλ.:250.222 (264, 163, 431, 183)
classified-ad: ΖΗΤΕΙΤΑΙ κυρία για εργασία. Πληρ.Τηλ.:241.563 (805, 544, 972, 564)
classified-ad: ΣΤΡΩΜΑ: Οικόπεδο 30τ.μ. (445, 509, 542, 519)
banner-logo: ΠΑΤΡΙΣ (455, 88, 619, 137)
classified-ad: ΠΩΛΕΙΤΑΙ μοτοσικλέτα. Πληρ.Τηλ.:289.570 (445, 583, 602, 593)
ad-phone: Πληροφορίες τηλ. 239.203. (912, 1845, 1052, 1858)
classified-ad: ΖΗΤΕΙΤΑΙ βοηθός αποθήκης. Πληρ.Τηλ.:210.508 (986, 268, 1153, 288)
classified-ad: ΖΗΤΕΙΤΑΙ μάγειρας για εργασία. Πληρ.Τηλ.:81 57.31 (986, 323, 1153, 342)
ad-heading: ΖΗΤΑ (954, 1966, 1011, 1988)
classified-ad: ΕΝΟΙΚΙΑΖΕΤΑΙ 24ρο διαμέρισμα στην Αγ. Τριάδα. Πληρ.Τηλ.:253.204 (1166, 233, 1333, 252)
classified-ad: ΕΝΟΙΚΙΑΖΕΤΑΙ. Πληρ.Τηλ.:256.757, 811.027 (1346, 457, 1504, 477)
classified-ad: ΠΩΛΕΙΤΑΙ YAMAHA JOK 50CC σε άριστη κατάσταση. Πληρ.Τηλ.:225.008 (445, 394, 612, 414)
ad-title: ΑΚΤΙΝΟΛΟΓΙΚΟ ΕΡΓΑΣΤΗΡΙΟ (124, 1678, 400, 1699)
classified-ad: ΕΝΟΙΚΙΑΖΕΤΑΙ γκαρσονιέρα. Πληρ.Τηλ.:761.009 (1346, 541, 1504, 561)
classified-ad: ΠΩΛΕΙΤΑΙ PEUGEOT 403 μοντ. 64 σε πολύ καλή κατάσταση. Πληρ.Τηλ.:245.386, 241.494 (445, 143, 612, 162)
classified-ad: ΠΩΛΟΥΝΤΑΙ 2 οικόπεδα στη Α. Ιωνίας. Πληρ.Τηλ.:231.050 (625, 205, 792, 225)
classified-ad: ΠΩΛΕΙΤΑΙ κατάστημα ψιλικών. Πληρ.Τηλ.:791.303 (445, 331, 612, 351)
ad-body: Υπάλληλος με άριστες γνώσεις Γερμανικών να εργαστεί στο τμήμα κρατήσεων Τουριστικού Γραφείου. Προϋπόθεση δε βλαβηθεί απ' όψιν. (833, 1568, 1132, 1593)
ad-subtitle: ΚΑΤΑΣΤΗΜΑΤΑ — ΑΠΟΘΗΚΕΣ (1244, 1209, 1426, 1222)
section-heading: ΖΗΤΕΙΤΑΙ (805, 166, 972, 184)
classified-ad: ΠΩΛΟΥΝΤΑΙ 4 οικόπεδα άρτια. Πληρ.Τηλ.:0897-41240 (264, 614, 431, 634)
classified-ad: ΠΩΛΕΙΤΑΙ οικόπεδο έκτασης 8 στρεμμάτων. Πληρ.Τηλ.:222976 (264, 226, 431, 246)
classified-ad: ΠΩΛΕΙΤΑΙ μετοχές Μινωικών Γραμμών. Πληρ.Τηλ.:0821/42.840, 42.291 (264, 509, 431, 529)
ad-title: Μονάδα μαζικής εστιάσεως πόλης (884, 1946, 1081, 1960)
classified-ad: ΖΗΤΕΙΤΑΙ καθηγητές Αγγλικής. Πληρ.Τηλ.:212.171 (986, 163, 1153, 183)
column-wanted-2 (986, 143, 1153, 521)
column-rentals (1166, 143, 1333, 528)
classified-ad: ΠΩΛΕΙΤΑΙ καινούργιο 10 KW YAMAHA DIESEL. Πληρ.Τηλ.:253.768 (84, 431, 251, 451)
classified-ad: ΠΩΛΕΙΤΑΙ ΦΟΥΡΝΟΣ στην περ. Αγ. Μηνά. Πληρ.Τηλ.:242.016 (625, 310, 792, 330)
classified-ad: Περιοχή ΚΑΝΑΡΙΑ επί του κεντρικού δρόμου 160τ.μ. (84, 632, 251, 652)
classified-ad: ΕΝΟΙΚΙΑΖΕΤΑΙ κατάστημα στην οδό Γορτύνης 64 Καμίνια. Πληρ.Τηλ.:255.273 (1166, 211, 1333, 231)
classified-ad: ΠΩΛΕΙΤΑΙ οικόπεδο στο ύψωμα έναντι Αγ. Γιάννη Χωστού. Πληρ.Τηλ.:230528 (264, 352, 431, 372)
classified-ad: ΜΕΣΙΤΙΚΟ ΓΡΑΦΕΙΟ Γ. ΦΙΤΖΙΔΑΚΑΚΗΣ-Ε. ΝΙΚΗΤΑΡΑ Ο.Ε. ΠΛ. ΕΛ. ΒΕΝΙΖΕΛΟΥ 12. ΤΗΛ. 286.471, 243.538 (445, 436, 612, 466)
classified-ad: ΕΝΟΙΚΙΑΖΕΤΑΙ γκαρσονιέρα επιπλωμένη. Πληρ.Τηλ.:24.56.70 (1166, 254, 1333, 273)
ad-title: ΖΗΤΕΙΤΑΙ (1364, 1405, 1462, 1428)
classified-ad: ΠΩΛΟΥΝΤΑΙ KAWASAKI 550 GPZ μοντ. 86 SUZUKI 250 GS. Πληρ.Τηλ.:224812 (84, 482, 251, 503)
classified-ad: ΠΩΛΕΙΤΑΙ μεσοκτηματίες παραδοσιακός οικίσκος. Πληρ.Τηλ.:286.471, 243.538 (805, 143, 972, 162)
classified-ad: ΠΩΛΕΙΤΑΙ μοτοσικλέτα HONDA VT 750 CUSTOM. Πληρ.Τηλ.:240.868 (625, 626, 792, 646)
classified-ad: ΕΝΟΙΚΙΑΖΕΤΑΙ επιπλωμένο γραφείο. Πληρ.Τηλ.:252.079 (1346, 226, 1504, 246)
classified-ad: SEAT 137 ΠΩΛΕΙΤΑΙ σε καλή κατάσταση. Πληρ.Τηλ.:243.548 (264, 677, 431, 696)
classified-ad: ΖΗΤΟΥΝΤΑΙ σερβιτόροι-ες. Πληρ.Τηλ.:225.212, 229.970 (805, 303, 972, 322)
classified-ad: ΖΗΤΕΙΤΑΙ κοπέλα για εργασία. Πληρ.Τηλ.:ΣΙΩΝΗ ΠΡΙΜ ΔΩΡΑ 283.369, 222.474 (986, 490, 1153, 520)
classified-ad: ΖΗΤΟΥΝΤΑΙ επαγγελματίες. Πληρ.Τηλ.:821.339, 821.439 (986, 470, 1153, 489)
ad-phone: Πληροφορίες: τηλέφωνο 229460 - 3 (1336, 1487, 1490, 1498)
classified-ad: ΗΛΕΚΤΡΟΝΙΚΟΙ με πείρα στην επισκευή. Πληρ.Τηλ.:236.784 (805, 239, 972, 260)
classified-ad: ΠΩΛΕΙΤΑΙ ΑΣΗΜΗΣ κοσμήματα. Πληρ.Τηλ.:259.655 (445, 562, 612, 582)
classified-ad: ΕΝΟΙΚΙΑΖΟΝΤΑΙ διαμερίσματα με ένα-δύο-τρία κρεβάτια. Πληρ.Τηλ.:281627 (1346, 143, 1504, 162)
classified-ad: ΠΩΛΕΙΤΑΙ YAMAHA RD 350 F μοντ. 87 σε άριστη κατάσταση. Πληρ.Τηλ.:285852 (264, 572, 431, 591)
column-wanted (805, 143, 972, 618)
ad-title: ΖΗΤΕΙΤΑΙ (938, 1542, 1027, 1563)
classified-ad: ΠΩΛΕΙΤΑΙ ταξί Μερσεντές 240/4. Πληρ.Τηλ.:253.709 (445, 289, 612, 309)
section-heading: ΠΩΛΗΣΕΙΣ (84, 254, 251, 272)
banner-title: ΜΙΚΡΕΣ ΑΓΓΕΛΙΕΣ (639, 94, 949, 131)
classified-ad: ΖΗΤΕΙΤΑΙ υπάλληλος για εργασία. Πληρ.Τηλ.:226.870 (805, 482, 972, 501)
classified-ad: ΖΗΤΟΥΝΤΑΙ κοπέλες. Πληρ.Τηλ.:Βιοτεχνία (986, 289, 1140, 299)
banner-logo: ΠΑΤΡΙΣ (969, 88, 1133, 137)
classified-ad: ΠΩΛΕΙΤΑΙ GILERA 125 σε πολύ καλή τιμή. Πληρ.Τηλ.:286671 (84, 504, 251, 523)
classified-ad: ΕΝΟΙΚΙΑΖΟΝΤΑΙ Θέρισσο. Πληρ.Τηλ.:220.718 (1166, 400, 1333, 420)
classified-ad: ΠΩΛΕΙΤΑΙ οικόπεδο αστό 250τ.μ. Πληρ.Τηλ.:286.563 (625, 584, 792, 604)
classified-ad: ΕΝΟΙΚΙΑΖΕΤΑΙ διαμέρισμα 3 υπνοδωματίων. Πληρ.Τηλ.:224.759, 227.315 (1166, 295, 1333, 316)
classified-ad: ΕΝΟΙΚΙΑΖΕΤΑΙ καινούργιο ισόγειο. Πληρ.Τηλ.:251.791 (1346, 331, 1504, 351)
classified-ad: ΠΩΛΕΙΤΑΙ ταβέρνα εξοπλισμένη. Πληρ.Τηλ.:225.367 (625, 489, 792, 509)
